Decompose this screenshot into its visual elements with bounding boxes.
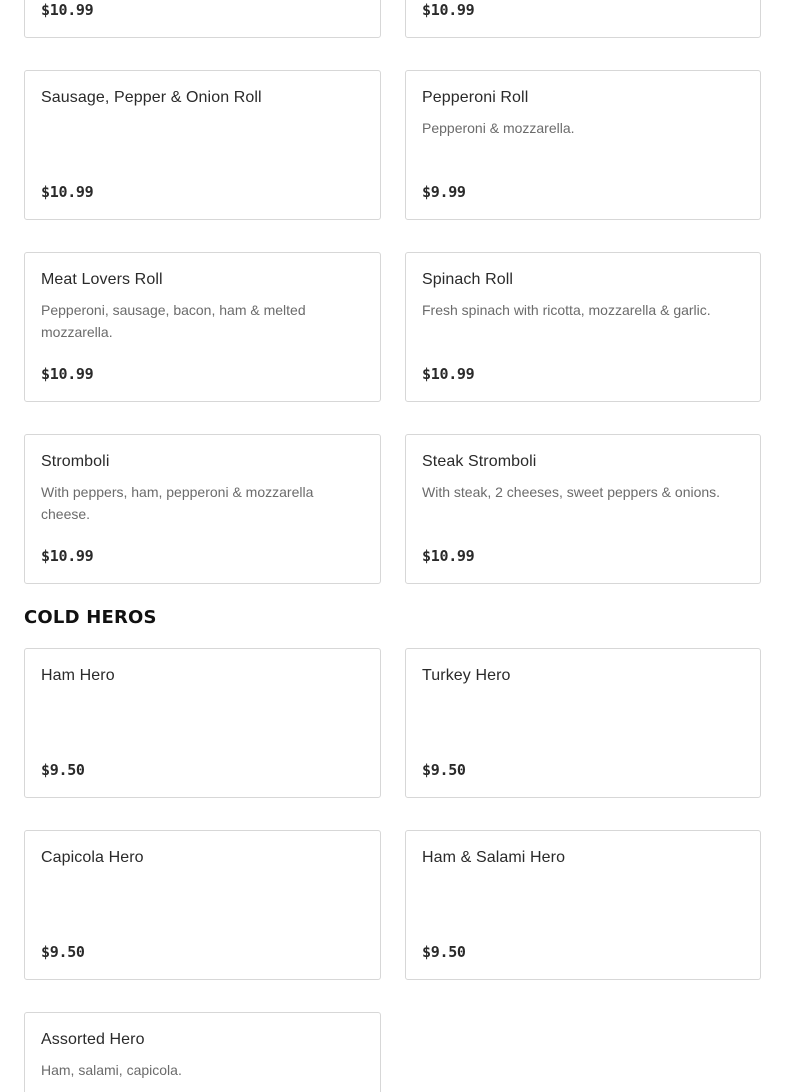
menu-item-card[interactable] [24,0,381,38]
item-name: Ham & Salami Hero [422,849,566,866]
item-description: Ham, salami, capicola. [41,1062,182,1078]
item-price: $10.99 [41,547,94,565]
item-description: Fresh spinach with ricotta, mozzarella & garlic. [422,302,711,318]
menu-item-card[interactable] [405,434,761,584]
item-name: Pepperoni Roll [422,89,529,106]
item-price: $10.99 [422,365,475,383]
item-price: $9.50 [41,761,85,779]
menu-item-card[interactable] [405,648,761,798]
item-price: $9.50 [422,943,466,961]
menu-item-card[interactable] [24,252,381,402]
menu-item-card[interactable] [24,434,381,584]
item-price: $10.99 [422,1,475,19]
item-description: With steak, 2 cheeses, sweet peppers & onions. [422,484,721,500]
item-price: $10.99 [41,365,94,383]
item-price: $10.99 [422,547,475,565]
menu-item-card[interactable] [405,252,761,402]
item-name: Spinach Roll [422,271,514,288]
item-price: $9.50 [41,943,85,961]
item-price: $10.99 [41,183,94,201]
menu-item-card[interactable] [24,70,381,220]
item-name: Turkey Hero [422,667,511,684]
section-title-cold-heros: COLD HEROS [24,607,157,628]
menu-item-card[interactable] [24,830,381,980]
item-name: Assorted Hero [41,1031,145,1048]
menu-item-card[interactable] [24,648,381,798]
item-name: Sausage, Pepper & Onion Roll [41,89,262,106]
item-description: Pepperoni, sausage, bacon, ham & melted mozzarella. [41,302,306,340]
menu-item-card[interactable] [24,1012,381,1092]
item-name: Stromboli [41,453,110,470]
item-name: Meat Lovers Roll [41,271,163,288]
item-description: Pepperoni & mozzarella. [422,120,575,136]
item-name: Capicola Hero [41,849,144,866]
item-price: $9.50 [422,761,466,779]
menu-item-card[interactable] [405,0,761,38]
item-name: Ham Hero [41,667,115,684]
item-price: $9.99 [422,183,466,201]
menu-item-card[interactable] [405,70,761,220]
item-description: With peppers, ham, pepperoni & mozzarella cheese. [41,484,314,522]
menu-item-card[interactable] [405,830,761,980]
item-price: $10.99 [41,1,94,19]
item-name: Steak Stromboli [422,453,537,470]
